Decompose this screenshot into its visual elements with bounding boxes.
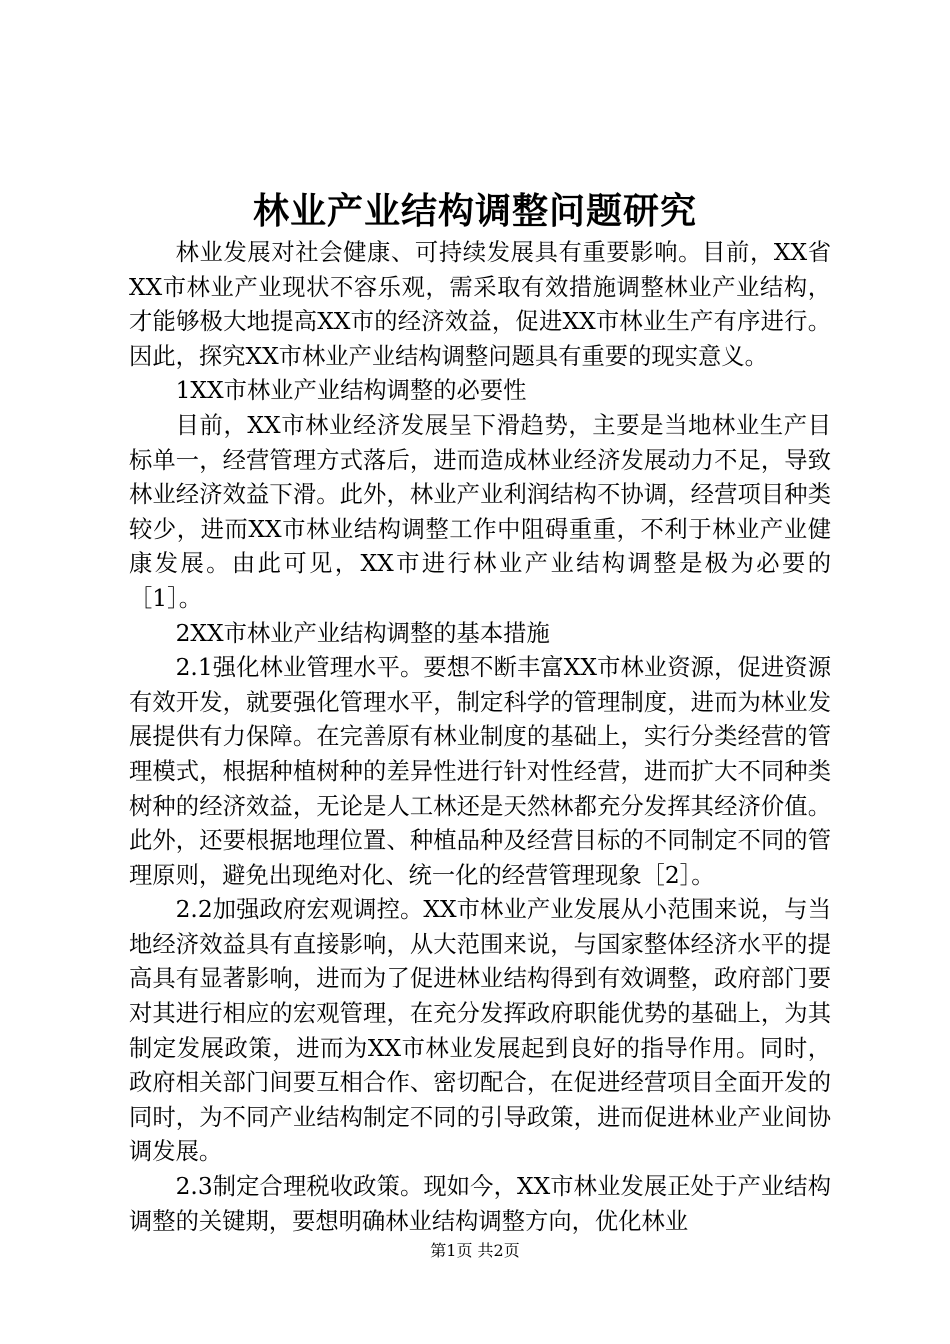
section-heading-2: 2XX市林业产业结构调整的基本措施 — [175, 619, 550, 647]
subsection-2-2-paragraph: 2.2加强政府宏观调控。XX市林业产业发展从小范围来说，与当地经济效益具有直接影响，从大范围来说，与国家整体经济水平的提高具有显著影响，进而为了促进林业结构得到有效调整，政府部门要对其进行相应的宏观管理，在充分发挥政府职能优势的基础上，为其制定发展政策，进而为XX市林业发展起到良好的指导作用。同时，政府相关部门间要互相合作、密切配合，在促进经营项目全面开发的同时，为不同产业结构制定不同的引导政策，进而促进林业产业间协调发展。 — [129, 896, 831, 1166]
intro-paragraph: 林业发展对社会健康、可持续发展具有重要影响。目前，XX省XX市林业产业现状不容乐观，需采取有效措施调整林业产业结构，才能够极大地提高XX市的经济效益，促进XX市林业生产有序进行。因此，探究XX市林业产业结构调整问题具有重要的现实意义。 — [129, 239, 831, 370]
section-1-paragraph: 目前，XX市林业经济发展呈下滑趋势，主要是当地林业生产目标单一，经营管理方式落后，进而造成林业经济发展动力不足，导致林业经济效益下滑。此外，林业产业利润结构不协调，经营项目种类较少，进而XX市林业结构调整工作中阻碍重重，不利于林业产业健康发展。由此可见，XX市进行林业产业结构调整是极为必要的［1］。 — [129, 411, 831, 612]
section-heading-1: 1XX市林业产业结构调整的必要性 — [175, 377, 527, 405]
document-body — [129, 236, 831, 1239]
subsection-2-3-paragraph: 2.3制定合理税收政策。现如今，XX市林业发展正处于产业结构调整的关键期，要想明确林业结构调整方向，优化林业 — [129, 1173, 831, 1235]
subsection-2-1-paragraph: 2.1强化林业管理水平。要想不断丰富XX市林业资源，促进资源有效开发，就要强化管理水平，制定科学的管理制度，进而为林业发展提供有力保障。在完善原有林业制度的基础上，实行分类经营的管理模式，根据种植树种的差异性进行针对性经营，进而扩大不同种类树种的经济效益，无论是人工林还是天然林都充分发挥其经济价值。此外，还要根据地理位置、种植品种及经营目标的不同制定不同的管理原则，避免出现绝对化、统一化的经营管理现象［2］。 — [129, 654, 831, 889]
page-footer: 第1页 共2页 — [430, 1241, 520, 1260]
document-title: 林业产业结构调整问题研究 — [252, 190, 697, 232]
